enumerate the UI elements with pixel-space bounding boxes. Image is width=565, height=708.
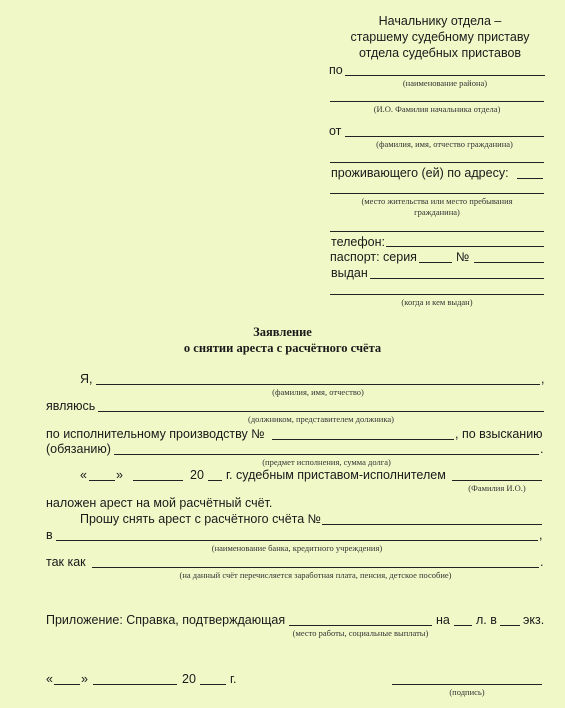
bailiff-name-field[interactable] <box>452 480 542 481</box>
reason-dot: . <box>540 555 544 569</box>
attachment-on-label: на <box>436 613 450 627</box>
arrest-month-field[interactable] <box>133 480 183 481</box>
reason-hint: (на данный счёт перечисляется заработная плата, пенсия, детское пособие) <box>179 570 452 580</box>
bank-in-label: в <box>46 528 53 542</box>
residence-label: проживающего (ей) по адресу: <box>331 166 509 180</box>
ot-label: от <box>329 124 342 138</box>
residence-hint-1: (место жительства или место пребывания <box>361 196 513 206</box>
arrest-date-open-quote: « <box>80 468 87 482</box>
passport-number-field[interactable] <box>474 262 544 263</box>
attachment-hint: (место работы, социальные выплаты) <box>292 628 429 638</box>
arrest-year-field[interactable] <box>208 480 222 481</box>
footer-year-prefix: 20 <box>182 672 196 686</box>
phone-field[interactable] <box>386 246 544 247</box>
bailiff-name-hint: (Фамилия И.О.) <box>468 483 526 493</box>
footer-year-suffix: г. <box>230 672 237 686</box>
arrest-year-prefix: 20 <box>190 468 204 482</box>
fio-comma: , <box>541 372 545 386</box>
reason-field[interactable] <box>92 567 539 568</box>
execution-subject-field[interactable] <box>114 454 539 455</box>
po-label: по <box>329 63 343 77</box>
being-label: являюсь <box>46 399 96 413</box>
account-number-field[interactable] <box>322 524 542 525</box>
proceeding-label: по исполнительному производству № <box>46 427 265 441</box>
issued-field-2[interactable] <box>330 294 544 295</box>
citizen-fio-hint: (фамилия, имя, отчество гражданина) <box>376 139 513 149</box>
residence-field-short[interactable] <box>517 178 543 179</box>
addressee-line-3: отдела судебных приставов <box>358 46 522 60</box>
arrest-date-close-quote: » <box>116 468 123 482</box>
residence-field-2[interactable] <box>330 231 544 232</box>
footer-month-field[interactable] <box>93 684 177 685</box>
head-name-hint: (И.О. Фамилия начальника отдела) <box>373 104 501 114</box>
bank-name-hint: (наименование банка, кредитного учреждения) <box>211 543 383 553</box>
proceeding-number-field[interactable] <box>272 439 454 440</box>
obliging-label: (обязанию) <box>46 442 111 456</box>
attachment-copies-label: экз. <box>523 613 545 627</box>
execution-subject-hint: (предмет исполнения, сумма долга) <box>262 457 391 467</box>
head-name-field[interactable] <box>330 101 544 102</box>
attachment-copies-field[interactable] <box>500 625 520 626</box>
bank-comma: , <box>539 528 543 542</box>
signature-field[interactable] <box>392 684 542 685</box>
bailiff-label: г. судебным приставом-исполнителем <box>226 468 446 482</box>
attachment-label: Приложение: Справка, подтверждающая <box>46 613 286 627</box>
issued-field[interactable] <box>370 278 544 279</box>
because-label: так как <box>46 555 86 569</box>
arrest-statement: наложен арест на мой расчётный счёт. <box>46 496 273 510</box>
subject-dot: . <box>540 442 544 456</box>
footer-year-field[interactable] <box>200 684 226 685</box>
citizen-extra-field[interactable] <box>330 162 544 163</box>
issued-label: выдан <box>331 266 368 280</box>
residence-field[interactable] <box>330 193 544 194</box>
applicant-fio-field[interactable] <box>96 384 540 385</box>
request-label: Прошу снять арест с расчётного счёта № <box>80 512 322 526</box>
residence-hint-2: гражданина) <box>414 207 460 217</box>
signature-hint: (подпись) <box>449 687 485 697</box>
attachment-pages-field[interactable] <box>454 625 472 626</box>
arrest-day-field[interactable] <box>89 480 115 481</box>
addressee-line-1: Начальнику отдела – <box>378 14 502 28</box>
issued-hint: (когда и кем выдан) <box>401 297 473 307</box>
passport-number-sign: № <box>456 250 470 264</box>
debtor-status-hint: (должником, представителем должника) <box>248 414 394 424</box>
district-field[interactable] <box>345 75 545 76</box>
attachment-document-field[interactable] <box>289 625 432 626</box>
attachment-pages-label: л. в <box>476 613 497 627</box>
document-title: Заявление <box>253 325 312 339</box>
district-hint: (наименование района) <box>402 78 488 88</box>
footer-day-field[interactable] <box>54 684 80 685</box>
debtor-status-field[interactable] <box>98 411 544 412</box>
applicant-fio-hint: (фамилия, имя, отчество) <box>272 387 364 397</box>
footer-date-close-quote: » <box>81 672 88 686</box>
footer-date-open-quote: « <box>46 672 53 686</box>
phone-label: телефон: <box>331 235 385 249</box>
citizen-fio-field[interactable] <box>345 136 544 137</box>
passport-label: паспорт: серия <box>330 250 417 264</box>
addressee-line-2: старшему судебному приставу <box>350 30 530 44</box>
i-label: Я, <box>80 372 93 386</box>
bank-name-field[interactable] <box>56 540 538 541</box>
recovery-label: , по взысканию <box>455 427 543 441</box>
passport-series-field[interactable] <box>419 262 452 263</box>
document-subtitle: о снятии ареста с расчётного счёта <box>183 341 382 355</box>
